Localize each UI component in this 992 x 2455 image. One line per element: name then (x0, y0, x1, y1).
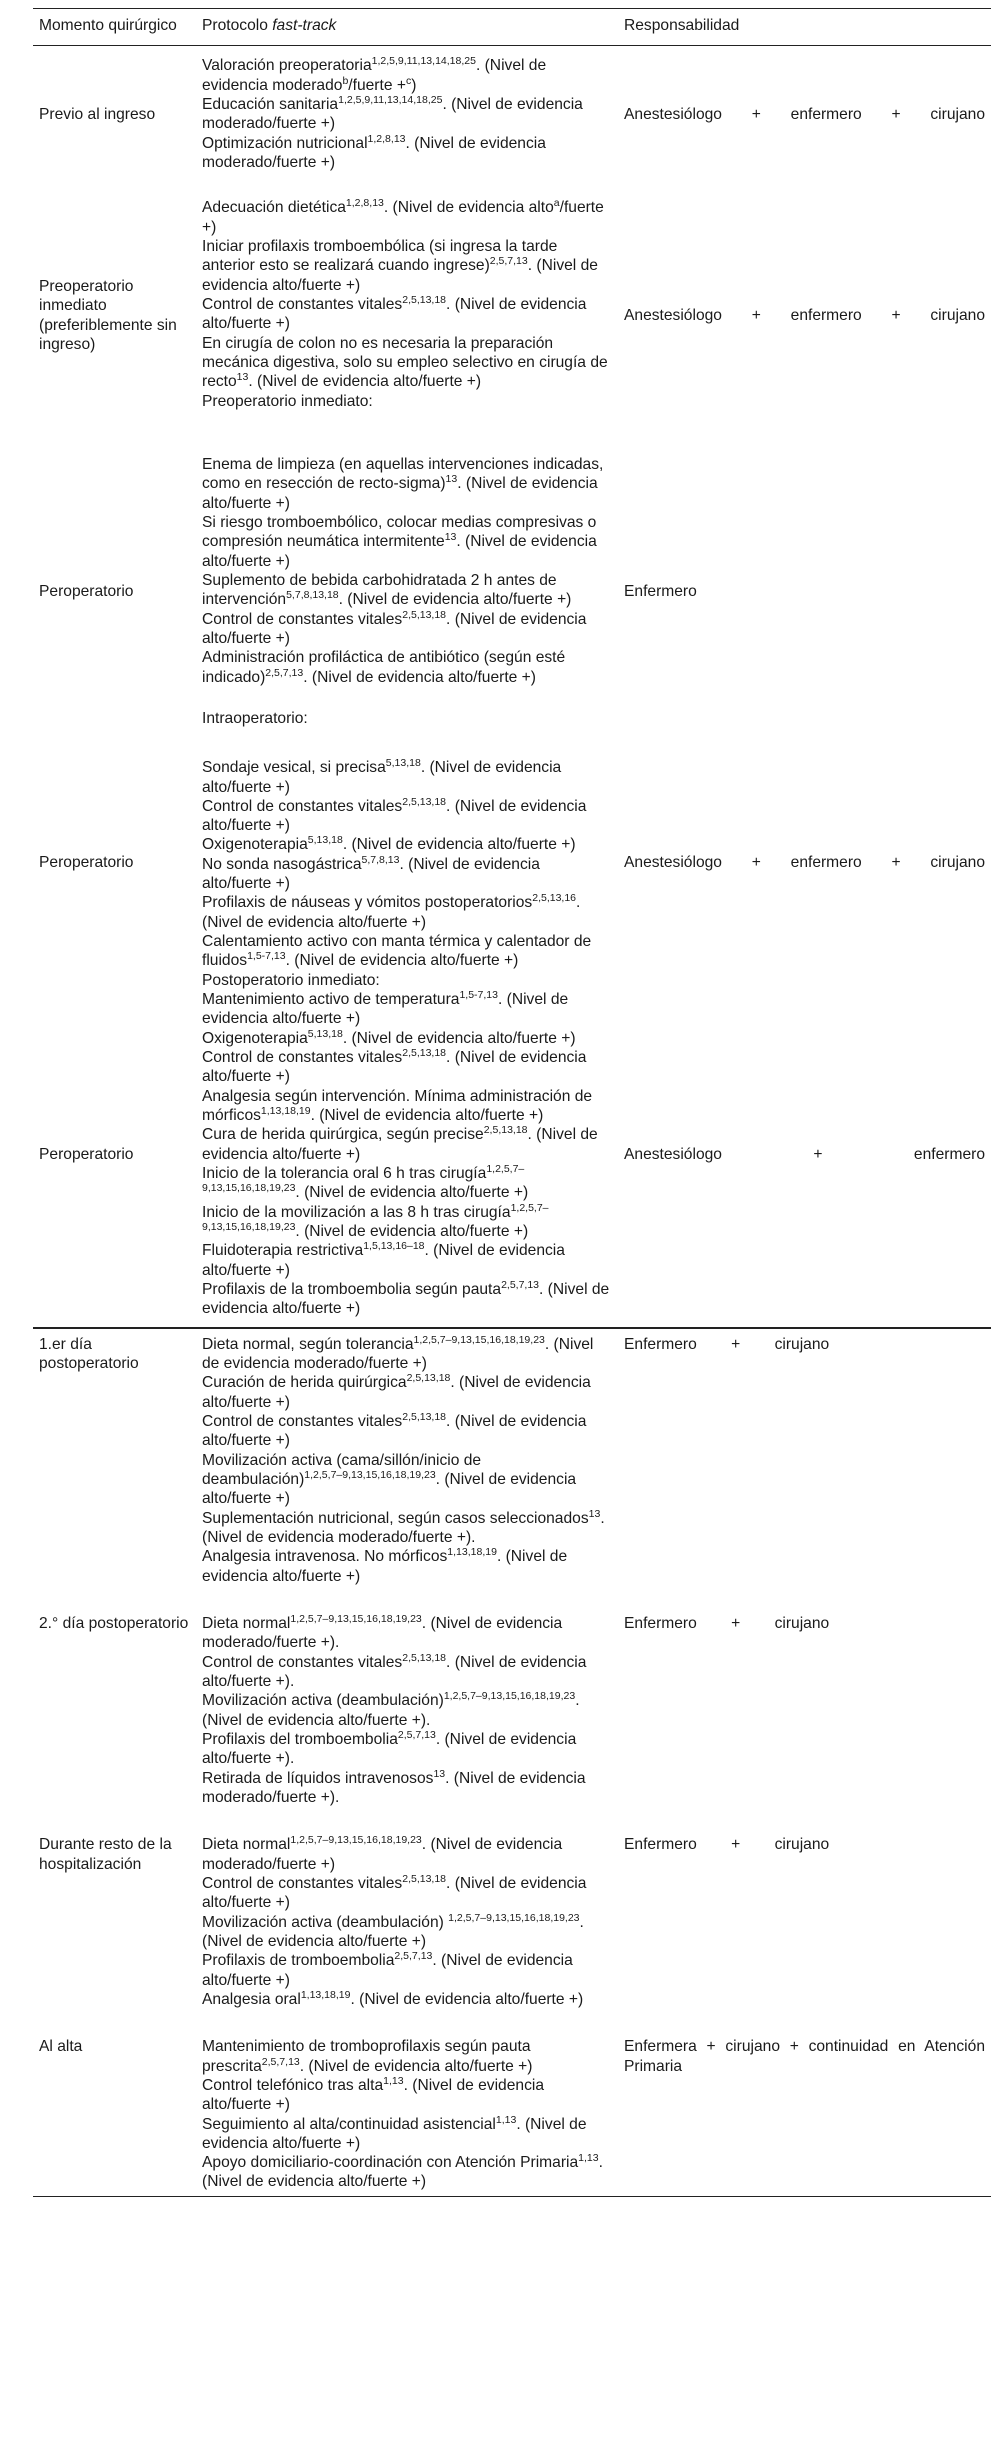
protocol-item (202, 1125, 612, 1164)
reference-superscript: 2,5,7,13 (394, 1950, 433, 1963)
protocol-text: Movilización activa (cama/sillón/inicio de deambulación) (202, 1451, 482, 1488)
reference-superscript: 1,13 (495, 2113, 517, 2126)
protocol-item (202, 56, 612, 95)
momento-cell (33, 46, 196, 186)
protocol-text: . (Nivel de evidencia alto/fuerte +). (202, 1730, 577, 1768)
protocol-item (202, 455, 612, 513)
protocol-item (202, 1203, 612, 1242)
protocol-text: Curación de herida quirúrgica (202, 1374, 407, 1392)
protocol-item (202, 1951, 612, 1990)
protocol-item (202, 1048, 612, 1087)
responsabilidad-cell (618, 1821, 991, 2023)
protocol-text: . (Nivel de evidencia alto (383, 199, 554, 217)
protocol-text: . (Nivel de evidencia alto/fuerte +) (202, 1548, 568, 1585)
protocol-text: Seguimiento al alta/continuidad asistencial (202, 2115, 496, 2133)
reference-superscript: 13 (433, 1767, 446, 1780)
table-row (33, 46, 991, 186)
protocol-text: Control telefónico tras alta (202, 2076, 384, 2094)
reference-superscript: 1,13,18,19 (300, 1988, 351, 2001)
protocol-item (202, 990, 612, 1029)
momento-label: Durante resto de la hospitalización (39, 1836, 172, 1873)
reference-superscript: 5,13,18 (307, 1027, 343, 1040)
reference-superscript: 2,5,13,18 (483, 1124, 528, 1137)
protocol-text: . (Nivel de evidencia alto/fuerte +) (202, 894, 581, 931)
protocol-text: Iniciar profilaxis tromboembólica (si ingresa la tarde anterior esto se realizará cuando ingrese) (202, 237, 558, 275)
protocol-text: . (Nivel de evidencia alto/fuerte +) (295, 1184, 529, 1202)
protocol-item (202, 1029, 612, 1048)
protocol-text: . (Nivel de evidencia moderado/fuerte +) (202, 1836, 563, 1873)
protocolo-cell (196, 990, 618, 1328)
protocol-item (202, 1874, 612, 1913)
protocol-text: . (Nivel de evidencia moderado/fuerte +) (202, 134, 546, 171)
protocol-text: Oxigenoterapia (202, 836, 308, 854)
protocol-text: Optimización nutricional (202, 134, 368, 152)
protocol-text: Profilaxis de la tromboembolia según pauta (202, 1281, 502, 1299)
protocol-text: Control de constantes vitales (202, 1413, 403, 1430)
protocol-item (202, 1241, 612, 1280)
momento-label: 2.° día postoperatorio (39, 1614, 189, 1632)
protocol-text: /fuerte + (348, 76, 406, 94)
protocol-text: . (Nivel de evidencia alto/fuerte +) (202, 1874, 587, 1912)
protocol-text: . (Nivel de evidencia moderado/fuerte +) (202, 1335, 594, 1373)
protocol-item (202, 134, 612, 173)
reference-superscript: 5,7,8,13 (361, 853, 400, 866)
responsabilidad-cell (618, 1328, 991, 1600)
protocol-text: . (Nivel de evidencia alto/fuerte +) (202, 1049, 587, 1086)
protocol-text: . (Nivel de evidencia alto/fuerte +) (202, 1374, 591, 1411)
protocol-text: Dieta normal, según tolerancia (202, 1335, 414, 1353)
reference-superscript: 2,5,13,18 (402, 1046, 447, 1059)
reference-superscript: 2,5,7,13 (501, 1278, 540, 1291)
protocol-item (202, 392, 612, 411)
protocol-text: Control de constantes vitales (202, 1653, 403, 1671)
momento-label: Peroperatorio (39, 1145, 134, 1163)
reference-superscript: 1,2,5,7–9,13,15,16,18,19,23 (202, 1162, 525, 1195)
reference-superscript: 5,7,8,13,18 (286, 589, 339, 602)
reference-superscript: 13 (588, 1507, 601, 1520)
momento-label: Previo al ingreso (39, 105, 156, 123)
table-row (33, 437, 991, 732)
responsabilidad-label: Enfermero + cirujano (624, 1836, 830, 1854)
responsabilidad-cell (618, 2023, 991, 2196)
protocol-item (202, 513, 612, 571)
reference-superscript: 1,2,5,9,11,13,14,18,25 (338, 93, 443, 106)
protocol-text: Administración profiláctica de antibiótico (según esté indicado) (202, 649, 566, 686)
protocol-text: Analgesia intravenosa. No mórficos (202, 1548, 448, 1566)
protocol-text: . (Nivel de evidencia alto/fuerte +) (202, 759, 562, 796)
protocol-text: Control de constantes vitales (202, 1874, 403, 1892)
protocol-text: . (Nivel de evidencia alto/fuerte +) (350, 1990, 584, 2008)
protocolo-cell (196, 437, 618, 732)
table-row (33, 990, 991, 1328)
table-row (33, 732, 991, 990)
protocolo-cell (196, 2023, 618, 2196)
reference-superscript: 1,13,18,19 (447, 1546, 497, 1559)
reference-superscript: 1,2,5,7–9,13,15,16,18,19,23 (202, 1201, 549, 1233)
protocol-text: Control de constantes vitales (202, 797, 403, 815)
protocol-item (202, 2037, 612, 2076)
protocol-item (202, 932, 612, 971)
protocol-text: . (Nivel de evidencia alto/fuerte +) (342, 1029, 576, 1047)
protocol-item (202, 855, 612, 894)
protocol-text: . (Nivel de evidencia alto/fuerte +). (202, 1653, 587, 1690)
protocol-item (202, 1412, 612, 1451)
protocol-item (202, 1730, 612, 1769)
reference-superscript: 1,2,5,9,11,13,14,18,25 (371, 55, 476, 68)
reference-superscript: 2,5,7,13 (261, 2055, 300, 2068)
protocol-text: . (Nivel de evidencia alto/fuerte +) (285, 952, 519, 970)
protocol-text: Control de constantes vitales (202, 1049, 403, 1067)
protocol-text: /fuerte +) (202, 199, 604, 236)
protocol-item (202, 95, 612, 134)
protocol-item (202, 610, 612, 649)
protocol-text: Mantenimiento activo de temperatura (202, 991, 460, 1009)
protocol-item (202, 1769, 612, 1808)
protocol-text: Fluidoterapia restrictiva (202, 1242, 364, 1260)
protocolo-cell (196, 1600, 618, 1821)
protocol-item (202, 2076, 612, 2115)
momento-label: Al alta (39, 2038, 83, 2056)
protocol-text: En cirugía de colon no es necesaria la preparación mecánica digestiva, solo su empleo selectivo en cirugía de recto (202, 334, 608, 391)
protocol-item (202, 893, 612, 932)
reference-superscript: 2,5,13,18 (402, 608, 447, 621)
responsabilidad-cell (618, 437, 991, 732)
protocol-text: Analgesia según intervención. Mínima administración de mórficos (202, 1087, 593, 1125)
protocol-item (202, 1547, 612, 1586)
protocol-text: . (Nivel de evidencia alto/fuerte +) (202, 855, 540, 893)
reference-superscript: 2,5,13,18 (402, 1410, 447, 1423)
protocol-text: Oxigenoterapia (202, 1029, 308, 1047)
reference-superscript: 1,2,5,7–9,13,15,16,18,19,23 (290, 1612, 422, 1625)
reference-superscript: 2,5,7,13 (397, 1728, 436, 1741)
protocol-text: . (Nivel de evidencia alto/fuerte +) (299, 2057, 533, 2075)
protocol-item (202, 1335, 612, 1374)
protocol-item (202, 1451, 612, 1509)
protocol-item (202, 571, 612, 610)
protocol-item (202, 1913, 612, 1952)
protocol-text: . (Nivel de evidencia alto/fuerte +) (202, 610, 587, 647)
protocol-text: . (Nivel de evidencia alto/fuerte +) (338, 591, 572, 609)
protocol-item (202, 295, 612, 334)
protocol-text: . (Nivel de evidencia alto/fuerte +) (202, 991, 569, 1028)
responsabilidad-label: Anestesiólogo + enfermero + cirujano (624, 306, 985, 324)
protocol-text: . (Nivel de evidencia alto/fuerte +) (202, 1470, 577, 1508)
protocol-text: . (Nivel de evidencia moderado/fuerte +). (202, 1769, 586, 1806)
protocol-text: Adecuación dietética (202, 199, 346, 217)
momento-cell (33, 1328, 196, 1600)
reference-superscript: 13 (445, 473, 458, 486)
protocol-text: Profilaxis de tromboembolia (202, 1952, 395, 1970)
reference-superscript: 1,13 (578, 2151, 599, 2164)
protocol-text: . (Nivel de evidencia alto/fuerte +) (202, 533, 597, 570)
momento-cell (33, 186, 196, 437)
protocol-text: . (Nivel de evidencia alto/fuerte +) (202, 295, 587, 333)
reference-superscript: 13 (236, 371, 249, 384)
protocol-text: Educación sanitaria (202, 95, 339, 113)
momento-cell (33, 2023, 196, 2196)
protocol-text: . (Nivel de evidencia alto/fuerte +) (303, 668, 536, 686)
table-row (33, 186, 991, 437)
protocol-item (202, 971, 612, 990)
protocol-item (202, 1373, 612, 1412)
momento-cell (33, 1600, 196, 1821)
protocol-item (202, 835, 612, 854)
protocol-item (202, 1691, 612, 1730)
protocol-text: . (Nivel de evidencia alto/fuerte +). (202, 1692, 580, 1729)
header-momento: Momento quirúrgico (33, 9, 196, 46)
protocol-text: . (Nivel de evidencia alto/fuerte +) (202, 1126, 598, 1163)
protocolo-cell (196, 186, 618, 437)
protocol-item (202, 1280, 612, 1319)
table-row (33, 1600, 991, 1821)
protocol-text: . (Nivel de evidencia alto/fuerte +) (202, 257, 598, 294)
reference-superscript: 1,2,5,7–9,13,15,16,18,19,23 (290, 1834, 422, 1847)
reference-superscript: 2,5,13,18 (402, 795, 447, 808)
protocol-text: Si riesgo tromboembólico, colocar medias compresivas o compresión neumática intermitente (202, 513, 597, 551)
reference-superscript: 2,5,7,13 (265, 666, 304, 679)
protocol-item (202, 1990, 612, 2009)
reference-superscript: 2,5,13,16 (532, 892, 577, 905)
protocol-text: Movilización activa (deambulación) (202, 1913, 449, 1931)
protocol-text: . (Nivel de evidencia moderado/fuerte +). (202, 1614, 563, 1652)
protocolo-cell (196, 1821, 618, 2023)
reference-superscript: 1,2,8,13 (345, 197, 384, 210)
protocol-text: Preoperatorio inmediato: (202, 392, 373, 410)
responsabilidad-label: Anestesiólogo + enfermero (624, 1145, 985, 1163)
momento-cell (33, 990, 196, 1328)
responsabilidad-cell (618, 990, 991, 1328)
protocol-text: Inicio de la movilización a las 8 h tras cirugía (202, 1203, 511, 1221)
momento-label: Peroperatorio (39, 854, 134, 872)
reference-superscript: 1,13,18,19 (260, 1104, 311, 1117)
protocol-text: Valoración preoperatoria (202, 57, 372, 75)
responsabilidad-cell (618, 186, 991, 437)
protocol-text: Control de constantes vitales (202, 610, 403, 628)
header-protocolo: Protocolo fast-track (196, 9, 618, 46)
momento-cell (33, 732, 196, 990)
protocol-item (202, 1614, 612, 1653)
responsabilidad-cell (618, 732, 991, 990)
responsabilidad-label: Enfermero (624, 582, 697, 600)
protocol-text: . (Nivel de evidencia alto/fuerte +) (202, 1413, 587, 1450)
header-responsabilidad: Responsabilidad (618, 9, 991, 46)
protocol-text: Inicio de la tolerancia oral 6 h tras cirugía (202, 1165, 487, 1183)
header-row (33, 9, 991, 46)
reference-superscript: c (405, 74, 412, 87)
protocol-text: Profilaxis del tromboembolia (202, 1730, 398, 1748)
protocol-text: . (Nivel de evidencia moderado (202, 57, 547, 94)
table-row (33, 1328, 991, 1600)
reference-superscript: 1,5,13,16–18 (363, 1240, 425, 1253)
protocol-item (202, 1653, 612, 1692)
protocolo-cell (196, 1328, 618, 1600)
momento-cell (33, 437, 196, 732)
protocol-item (202, 2153, 612, 2192)
protocol-text: Control de constantes vitales (202, 295, 403, 313)
protocol-text: . (Nivel de evidencia alto/fuerte +) (248, 373, 482, 391)
momento-cell (33, 1821, 196, 2023)
reference-superscript: 2,5,13,18 (406, 1372, 451, 1385)
responsabilidad-cell (618, 46, 991, 186)
protocol-text: . (Nivel de evidencia alto/fuerte +) (342, 836, 576, 854)
reference-superscript: b (342, 74, 349, 87)
table-row (33, 1821, 991, 2023)
protocol-text: Enema de limpieza (en aquellas intervenciones indicadas, como en resección de recto-sigma) (202, 455, 604, 493)
protocol-item (202, 237, 612, 295)
protocol-text: Dieta normal (202, 1614, 291, 1632)
responsabilidad-label: Anestesiólogo + enfermero + cirujano (624, 105, 985, 123)
protocol-text: . (Nivel de evidencia alto/fuerte +) (202, 1281, 610, 1318)
protocol-item (202, 758, 612, 797)
protocol-text: Intraoperatorio: (202, 709, 308, 727)
protocol-item (202, 334, 612, 392)
protocol-item (202, 1087, 612, 1126)
protocol-text: Cura de herida quirúrgica, según precise (202, 1126, 484, 1144)
reference-superscript: 1,5-7,13 (459, 988, 498, 1001)
protocol-text: Postoperatorio inmediato: (202, 971, 380, 989)
protocol-text: . (Nivel de evidencia alto/fuerte +) (202, 1952, 573, 1989)
protocol-item (202, 648, 612, 687)
protocol-text: Apoyo domiciliario-coordinación con Atención Primaria (202, 2154, 579, 2172)
reference-superscript: a (553, 197, 560, 210)
protocol-text: . (Nivel de evidencia alto/fuerte +) (202, 475, 598, 512)
protocol-text: Calentamiento activo con manta térmica y calentador de fluidos (202, 933, 592, 970)
protocol-text: Suplementación nutricional, según casos seleccionados (202, 1509, 589, 1527)
reference-superscript: 1,2,8,13 (367, 132, 406, 145)
reference-superscript: 1,2,5,7–9,13,15,16,18,19,23 (304, 1468, 436, 1481)
protocol-text: ) (411, 76, 417, 94)
protocol-text: . (Nivel de evidencia moderado/fuerte +). (202, 1509, 605, 1546)
protocol-text: . (Nivel de evidencia alto/fuerte +) (202, 2154, 603, 2191)
protocol-text: . (Nivel de evidencia moderado/fuerte +) (202, 95, 583, 133)
responsabilidad-cell (618, 1600, 991, 1821)
responsabilidad-label: Enfermero + cirujano (624, 1335, 830, 1353)
protocol-text: No sonda nasogástrica (202, 855, 362, 873)
protocol-text: . (Nivel de evidencia alto/fuerte +) (295, 1223, 529, 1241)
protocol-text: . (Nivel de evidencia alto/fuerte +) (310, 1107, 544, 1125)
momento-label: Peroperatorio (39, 582, 134, 600)
protocol-text: . (Nivel de evidencia alto/fuerte +) (202, 1913, 584, 1950)
protocol-text: Mantenimiento de tromboprofilaxis según pauta prescrita (202, 2038, 531, 2075)
protocol-text: Sondaje vesical, si precisa (202, 759, 386, 777)
protocol-item (202, 797, 612, 836)
protocol-text: . (Nivel de evidencia alto/fuerte +) (202, 2115, 587, 2152)
table-row (33, 2023, 991, 2196)
reference-superscript: 2,5,13,18 (402, 1651, 447, 1664)
protocol-text: Movilización activa (deambulación) (202, 1692, 444, 1710)
protocol-item (202, 1164, 612, 1203)
protocolo-cell (196, 46, 618, 186)
protocol-text: . (Nivel de evidencia alto/fuerte +) (202, 1242, 565, 1279)
protocol-item (202, 709, 612, 728)
momento-label: Preoperatorio inmediato (preferiblemente sin ingreso) (39, 277, 177, 353)
reference-superscript: 1,2,5,7–9,13,15,16,18,19,23 (448, 1911, 580, 1924)
protocol-item (202, 198, 612, 237)
protocol-text: Profilaxis de náuseas y vómitos postoperatorios (202, 894, 533, 912)
reference-superscript: 1,5-7,13 (247, 950, 286, 963)
reference-superscript: 1,13 (383, 2074, 404, 2087)
protocol-text: Dieta normal (202, 1836, 291, 1854)
protocol-item (202, 1509, 612, 1548)
reference-superscript: 5,13,18 (385, 756, 421, 769)
fast-track-protocol-table (33, 8, 991, 2197)
reference-superscript: 13 (444, 531, 457, 544)
protocolo-cell (196, 732, 618, 990)
protocol-text: Analgesia oral (202, 1990, 301, 2008)
protocol-text: Suplemento de bebida carbohidratada 2 h antes de intervención (202, 571, 557, 609)
protocol-text: . (Nivel de evidencia alto/fuerte +) (202, 2076, 545, 2114)
responsabilidad-label: Enfermero + cirujano (624, 1614, 830, 1632)
protocol-item (202, 2115, 612, 2154)
reference-superscript: 1,2,5,7–9,13,15,16,18,19,23 (443, 1690, 576, 1703)
reference-superscript: 2,5,13,18 (402, 1872, 447, 1885)
reference-superscript: 2,5,7,13 (489, 255, 528, 268)
protocol-text: Retirada de líquidos intravenosos (202, 1769, 434, 1787)
responsabilidad-label: Anestesiólogo + enfermero + cirujano (624, 854, 985, 872)
reference-superscript: 1,2,5,7–9,13,15,16,18,19,23 (413, 1333, 545, 1346)
reference-superscript: 2,5,13,18 (402, 293, 447, 306)
momento-label: 1.er día postoperatorio (39, 1335, 139, 1373)
reference-superscript: 5,13,18 (307, 834, 343, 847)
protocol-text: . (Nivel de evidencia alto/fuerte +) (202, 797, 587, 835)
protocol-item (202, 1835, 612, 1874)
responsabilidad-label: Enfermera + cirujano + continuidad en Atención Primaria (624, 2038, 985, 2075)
